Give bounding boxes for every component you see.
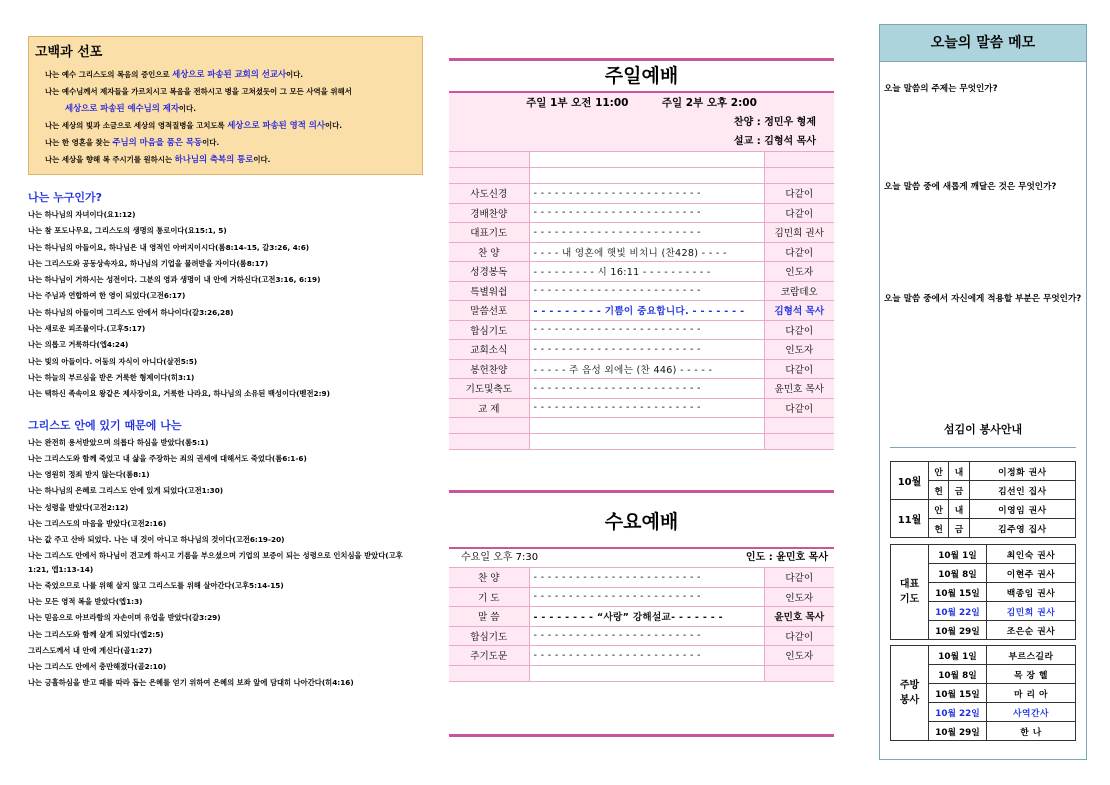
declaration-line	[35, 117, 416, 134]
order-item-detail: - - - - - - - - - - - - - - - - - - - - - - - -	[529, 203, 764, 223]
declaration-line	[35, 151, 416, 168]
table-row	[449, 418, 834, 434]
memo-question-2: 오늘 말씀 중에 새롭게 깨달은 것은 무엇인가?	[884, 182, 1057, 192]
duty-label: 대표 기도	[891, 545, 929, 640]
divider	[449, 490, 834, 493]
sunday-info-box	[449, 93, 834, 151]
list-item: 나는 죽었으므로 나를 위해 살지 않고 그리스도를 위해 살아간다(고후5:14-15)	[28, 580, 284, 590]
order-item-detail: - - - - - - - - - - - - - - - - - - - - - - - -	[529, 184, 764, 204]
list-item: 나는 그리스도와 함께 살게 되었다(엡2:5)	[28, 629, 164, 639]
order-item-detail: - - - - - - - - - 기쁨이 중요합니다. - - - - - - -	[529, 301, 764, 321]
list-item: 나는 그리스도 안에서 충만해졌다(골2:10)	[28, 662, 167, 672]
list-item: 나는 성령을 받았다(고전2:12)	[28, 502, 129, 512]
table-row	[449, 301, 834, 321]
month-label: 11월	[891, 500, 929, 538]
empty-cell	[529, 418, 764, 434]
sunday-time-1: 주일 1부 오전 11:00	[526, 97, 629, 109]
order-item-name: 경배찬양	[449, 203, 529, 223]
wednesday-info	[449, 549, 834, 567]
empty-cell	[449, 665, 529, 681]
order-item-leader: 다같이	[764, 203, 834, 223]
praise-leader: 찬양 : 정민우 형제	[733, 117, 816, 128]
who-am-i-list	[28, 207, 423, 403]
highlighted-phrase: 하나님의 축복의 통로	[174, 154, 254, 164]
order-item-name: 특별워쉽	[449, 281, 529, 301]
order-item-leader: 인도자	[764, 587, 834, 607]
in-christ-list	[28, 435, 423, 692]
table-row	[449, 281, 834, 301]
list-item: 나는 그리스도와 공동상속자요, 하나님의 기업을 물려받을 자이다(롬8:17)	[28, 258, 269, 268]
highlighted-phrase: 세상으로 파송된 영적 의사	[227, 120, 325, 130]
list-item: 나는 하늘의 부르심을 받은 거룩한 형제이다(히3:1)	[28, 372, 195, 382]
duty-char: 내	[949, 462, 969, 481]
order-item-name: 교회소식	[449, 340, 529, 360]
order-item-name: 대표기도	[449, 223, 529, 243]
list-item: 나는 하나님의 아들이요, 하나님은 내 영적인 아버지이시다(롬8:14-15, 갈3:26, 4:6)	[28, 242, 310, 252]
empty-cell	[449, 434, 529, 450]
service-guide-title: 섬김이 봉사안내	[943, 423, 1023, 436]
order-item-leader: 다같이	[764, 320, 834, 340]
table-row	[449, 340, 834, 360]
table-row	[891, 462, 1076, 481]
list-item: 나는 의롭고 거룩하다(엡4:24)	[28, 340, 129, 350]
order-item-detail: - - - - - - - - - - - - - - - - - - - - - - - -	[529, 398, 764, 418]
schedule-date: 10월 29일	[929, 621, 987, 640]
highlighted-phrase: 세상으로 파송된 예수님의 제자	[65, 103, 179, 113]
list-item: 그리스도께서 내 안에 계신다(골1:27)	[28, 645, 153, 655]
order-item-name: 주기도문	[449, 646, 529, 666]
volunteer-name: 이정화 권사	[969, 462, 1075, 481]
text-span: 이다.	[286, 70, 304, 79]
order-item-leader: 김민희 권사	[764, 223, 834, 243]
list-item: 나는 그리스도와 함께 죽었고 내 삶을 주장하는 죄의 권세에 대해서도 죽었다(롬6:1-6)	[28, 453, 307, 463]
order-item-name: 합심기도	[449, 626, 529, 646]
order-item-detail: - - - - - - - - - 시 16:11 - - - - - - - - - -	[529, 262, 764, 282]
list-item: 나는 주님과 연합하여 한 영이 되었다(고전6:17)	[28, 291, 186, 301]
preacher: 설교 : 김형석 목사	[733, 136, 816, 147]
usher-offering-table	[890, 461, 1076, 538]
table-row	[891, 646, 1076, 665]
order-item-name: 기도및축도	[449, 379, 529, 399]
order-item-name: 봉헌찬양	[449, 359, 529, 379]
order-item-name: 찬 양	[449, 568, 529, 588]
text-span: 이다.	[178, 104, 197, 113]
order-item-leader: 인도자	[764, 340, 834, 360]
order-item-leader: 다같이	[764, 242, 834, 262]
list-item: 나는 하나님의 아들이며 그리스도 안에서 하나이다(갈3:26,28)	[28, 307, 234, 317]
sunday-service-title: 주일예배	[604, 65, 679, 87]
duty-char: 헌	[929, 481, 949, 500]
list-item: 나는 그리스도 안에서 하나님이 견고케 하시고 기름을 부으셨으며 기업의 보증이 되는 성령으로 인치심을 받았다(고후1:21, 엡1:13-14)	[28, 550, 403, 575]
order-item-detail: - - - - - 주 음성 외에는 (찬 446) - - - - -	[529, 359, 764, 379]
declaration-box	[28, 36, 423, 175]
highlighted-phrase: 주님의 마음을 품은 목동	[112, 137, 203, 147]
sunday-times	[449, 93, 834, 113]
table-row	[449, 320, 834, 340]
table-row	[449, 379, 834, 399]
list-item: 나는 참 포도나무요, 그리스도의 생명의 통로이다(요15:1, 5)	[28, 226, 227, 236]
order-item-detail: - - - - - - - - - - - - - - - - - - - - - - - -	[529, 379, 764, 399]
list-item: 나는 믿음으로 아브라함의 자손이며 유업을 받았다(갈3:29)	[28, 613, 221, 623]
order-item-detail: - - - - - - - - - - - - - - - - - - - - - - - -	[529, 626, 764, 646]
order-item-detail: - - - - - - - - - - - - - - - - - - - - - - - -	[529, 340, 764, 360]
table-row	[449, 184, 834, 204]
empty-cell	[764, 434, 834, 450]
duty-char: 헌	[929, 519, 949, 538]
order-item-detail: - - - - - - - - - - - - - - - - - - - - - - - -	[529, 320, 764, 340]
duty-label: 주방 봉사	[891, 646, 929, 741]
schedule-date: 10월 1일	[929, 646, 987, 665]
order-item-name: 교 제	[449, 398, 529, 418]
list-item: 나는 모든 영적 복을 받았다(엡1:3)	[28, 596, 143, 606]
order-item-leader: 다같이	[764, 568, 834, 588]
list-item: 나는 빛의 아들이다. 어둠의 자식이 아니다(살전5:5)	[28, 356, 198, 366]
left-column	[28, 36, 423, 692]
list-item: 나는 값 주고 산바 되었다. 나는 내 것이 아니고 하나님의 것이다(고전6:19-20)	[28, 535, 285, 545]
schedule-date: 10월 29일	[929, 722, 987, 741]
empty-cell	[764, 418, 834, 434]
list-item: 나는 완전히 용서받았으며 의롭다 하심을 받았다(롬5:1)	[28, 437, 209, 447]
wednesday-order-table	[449, 567, 834, 682]
volunteer-name: 백종임 권사	[987, 583, 1076, 602]
list-item: 나는 하나님의 자녀이다(요1:12)	[28, 210, 136, 219]
memo-question-3: 오늘 말씀 중에서 자신에게 적용할 부분은 무엇인가?	[884, 294, 1082, 304]
table-row	[449, 434, 834, 450]
order-item-detail: - - - - - - - - “사랑” 강해설교- - - - - - -	[529, 607, 764, 627]
list-item: 나는 택하신 족속이요 왕같은 제사장이요, 거룩한 나라요, 하나님의 소유된 백성이다(벧전2:9)	[28, 389, 330, 399]
order-item-leader: 코람데오	[764, 281, 834, 301]
volunteer-name: 김민희 권사	[987, 602, 1076, 621]
text-span: 이다.	[202, 138, 220, 147]
table-row	[449, 359, 834, 379]
table-row	[449, 626, 834, 646]
schedule-date: 10월 22일	[929, 602, 987, 621]
schedule-date: 10월 15일	[929, 684, 987, 703]
order-item-detail: - - - - - - - - - - - - - - - - - - - - - - - -	[529, 646, 764, 666]
text-span: 나는 세상의 빛과 소금으로 세상의 영적질병을 고치도록	[45, 121, 228, 130]
prayer-schedule-table	[890, 544, 1076, 640]
divider	[890, 447, 1076, 448]
duty-char: 안	[929, 500, 949, 519]
text-span: 나는 예수님께서 제자들을 가르치시고 복음을 전하시고 병을 고쳐셨듯이 그 모든 사역을 위해서	[45, 87, 352, 96]
empty-cell	[529, 434, 764, 450]
divider	[449, 734, 834, 737]
duty-char: 내	[949, 500, 969, 519]
order-item-leader: 다같이	[764, 626, 834, 646]
memo-question-1: 오늘 말씀의 주제는 무엇인가?	[884, 84, 998, 94]
text-span: 이다.	[324, 121, 343, 130]
text-span: 나는 예수 그리스도의 복음의 증인으로	[45, 70, 173, 79]
table-row	[449, 646, 834, 666]
volunteer-name: 목 장 헬	[987, 665, 1076, 684]
declaration-line	[35, 134, 416, 151]
table-row	[891, 500, 1076, 519]
duty-char: 금	[949, 481, 969, 500]
worship-order-column	[449, 58, 834, 737]
text-span: 나는 세상을 향해 복 주시기를 원하시는	[45, 155, 175, 164]
order-item-name: 사도신경	[449, 184, 529, 204]
who-am-i-title: 나는 누구인가?	[28, 191, 102, 204]
schedule-date: 10월 8일	[929, 665, 987, 684]
volunteer-name: 조은순 권사	[987, 621, 1076, 640]
order-item-leader: 인도자	[764, 646, 834, 666]
table-row	[449, 568, 834, 588]
declaration-line	[35, 66, 416, 83]
table-row	[449, 665, 834, 681]
month-label: 10월	[891, 462, 929, 500]
sunday-order-table	[449, 151, 834, 450]
order-item-leader: 김형석 목사	[764, 301, 834, 321]
highlighted-phrase: 세상으로 파송된 교회의 선교사	[172, 69, 287, 79]
order-item-detail: - - - - - - - - - - - - - - - - - - - - - - - -	[529, 568, 764, 588]
wednesday-time: 수요일 오후 7:30	[461, 552, 539, 563]
volunteer-name: 최인숙 권사	[987, 545, 1076, 564]
declaration-title: 고백과 선포	[35, 45, 103, 60]
order-item-leader: 윤민호 목사	[764, 379, 834, 399]
text-span: 나는 한 영혼을 찾는	[45, 138, 113, 147]
text-span: 이다.	[253, 155, 271, 164]
table-row	[449, 587, 834, 607]
schedule-date: 10월 22일	[929, 703, 987, 722]
order-item-name: 기 도	[449, 587, 529, 607]
empty-cell	[529, 665, 764, 681]
wednesday-service-title: 수요예배	[604, 511, 679, 533]
list-item: 나는 그리스도의 마음을 받았다(고전2:16)	[28, 519, 167, 529]
order-item-name: 말 씀	[449, 607, 529, 627]
wednesday-leader: 인도 : 윤민호 목사	[745, 552, 828, 563]
declaration-line	[35, 100, 416, 117]
table-row	[449, 607, 834, 627]
list-item: 나는 영원히 정죄 받지 않는다(롬8:1)	[28, 470, 150, 480]
volunteer-name: 이현주 권사	[987, 564, 1076, 583]
table-row	[449, 168, 834, 184]
table-row	[449, 152, 834, 168]
order-item-leader: 다같이	[764, 184, 834, 204]
order-item-leader: 다같이	[764, 398, 834, 418]
memo-column	[879, 24, 1087, 760]
schedule-date: 10월 15일	[929, 583, 987, 602]
order-item-detail: - - - - - - - - - - - - - - - - - - - - - - - -	[529, 281, 764, 301]
schedule-date: 10월 8일	[929, 564, 987, 583]
table-row	[449, 242, 834, 262]
memo-title: 오늘의 말씀 메모	[880, 25, 1086, 62]
empty-cell	[449, 418, 529, 434]
list-item: 나는 긍휼하심을 받고 때를 따라 돕는 은혜를 얻기 위하여 은혜의 보좌 앞에 담대히 나아간다(히4:16)	[28, 678, 354, 688]
table-row	[449, 398, 834, 418]
in-christ-title: 그리스도 안에 있기 때문에 나는	[28, 418, 182, 432]
order-item-leader: 다같이	[764, 359, 834, 379]
table-row	[449, 223, 834, 243]
order-item-detail: - - - - 내 영혼에 햇빛 비치니 (찬428) - - - -	[529, 242, 764, 262]
order-item-leader: 인도자	[764, 262, 834, 282]
table-row	[449, 203, 834, 223]
order-item-name: 합심기도	[449, 320, 529, 340]
list-item: 나는 하나님의 은혜로 그리스도 안에 있게 되었다(고전1:30)	[28, 486, 224, 496]
volunteer-name: 김선인 집사	[969, 481, 1075, 500]
order-item-name: 찬 양	[449, 242, 529, 262]
order-item-leader: 윤민호 목사	[764, 607, 834, 627]
order-item-detail: - - - - - - - - - - - - - - - - - - - - - - - -	[529, 587, 764, 607]
duty-char: 안	[929, 462, 949, 481]
volunteer-name: 부르스길라	[987, 646, 1076, 665]
schedule-date: 10월 1일	[929, 545, 987, 564]
volunteer-name: 마 리 아	[987, 684, 1076, 703]
empty-cell	[764, 665, 834, 681]
volunteer-name: 이영임 권사	[969, 500, 1075, 519]
sunday-time-2: 주일 2부 오후 2:00	[661, 97, 757, 109]
order-item-detail: - - - - - - - - - - - - - - - - - - - - - - - -	[529, 223, 764, 243]
list-item: 나는 새로운 피조물이다.(고후5:17)	[28, 324, 146, 334]
kitchen-schedule-table	[890, 645, 1076, 741]
order-item-name: 성경봉독	[449, 262, 529, 282]
declaration-lines	[35, 66, 416, 168]
volunteer-name: 사역간사	[987, 703, 1076, 722]
list-item: 나는 하나님이 거하시는 성전이다. 그분의 영과 생명이 내 안에 거하신다(고전3:16, 6:19)	[28, 275, 321, 285]
volunteer-name: 김주영 집사	[969, 519, 1075, 538]
declaration-line	[35, 83, 416, 100]
order-item-name: 말씀선포	[449, 301, 529, 321]
volunteer-name: 한 나	[987, 722, 1076, 741]
table-row	[891, 545, 1076, 564]
duty-char: 금	[949, 519, 969, 538]
table-row	[449, 262, 834, 282]
